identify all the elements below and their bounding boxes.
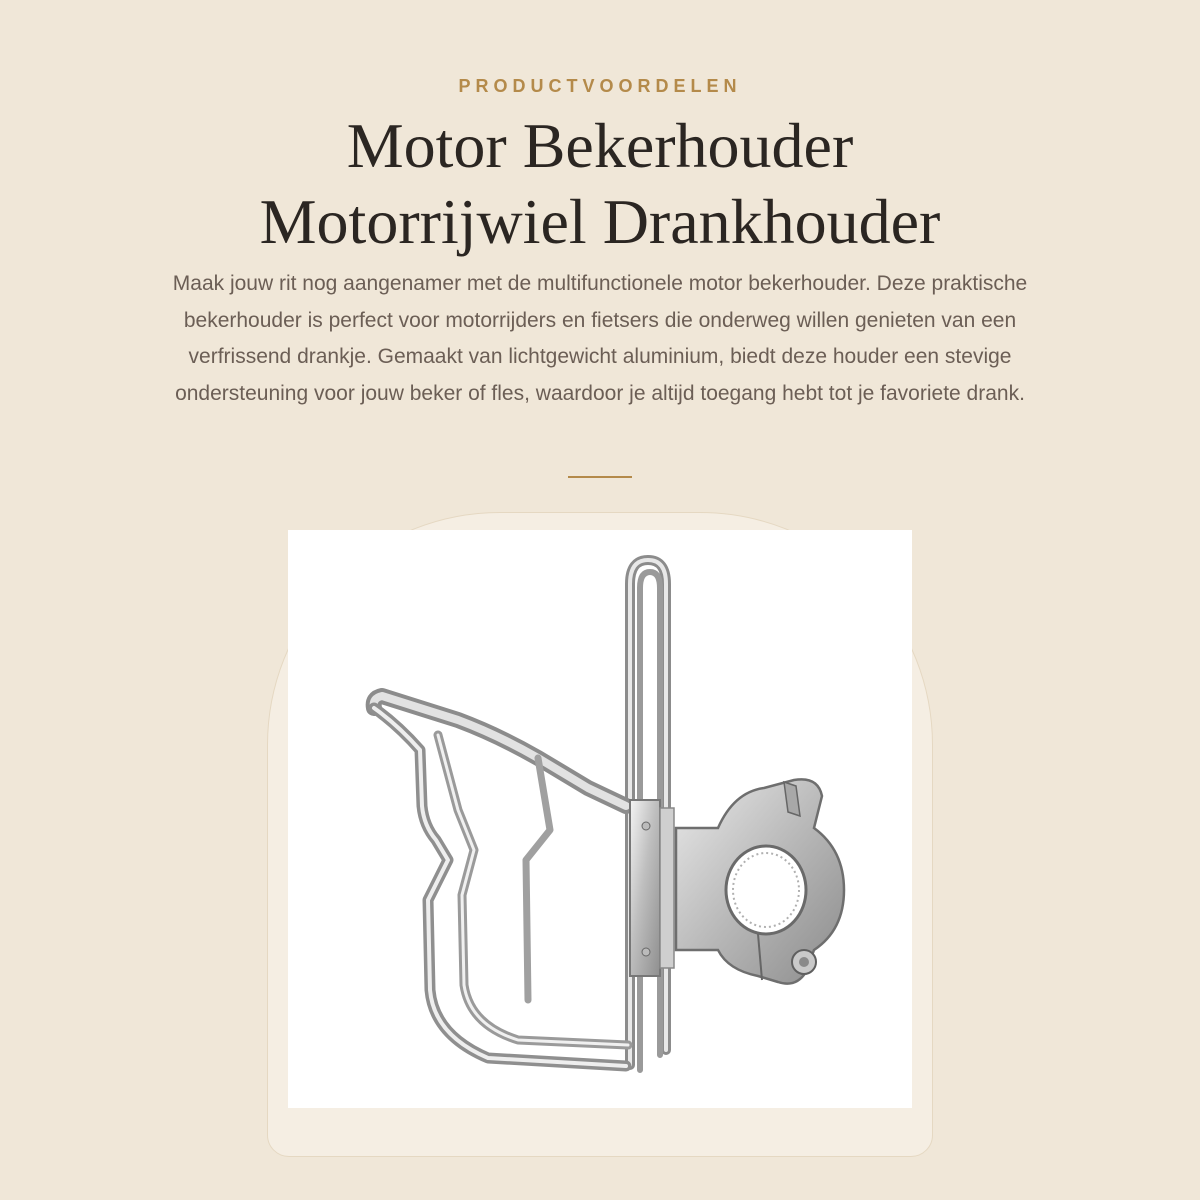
section-eyebrow: PRODUCTVOORDELEN	[458, 76, 742, 96]
title-line-2: Motorrijwiel Drankhouder	[259, 186, 941, 257]
accent-divider	[568, 476, 632, 478]
title-line-1: Motor Bekerhouder	[346, 110, 854, 181]
cup-holder-illustration	[288, 530, 912, 1108]
product-title	[100, 108, 1100, 260]
mount-plate	[630, 800, 674, 976]
handlebar-clamp	[676, 779, 844, 983]
front-cage	[374, 696, 628, 1066]
product-image	[288, 530, 912, 1108]
product-description: Maak jouw rit nog aangenamer met de multifunctionele motor bekerhouder. Deze praktische bekerhouder is perfect voor motorrijders en fietsers die onderweg willen genieten van een verfrissend drankje. Gemaakt van lichtgewicht aluminium, biedt deze houder een stevige ondersteuning voor jouw beker of fles, waardoor je altijd toegang hebt tot je favoriete drank.	[172, 272, 1028, 405]
